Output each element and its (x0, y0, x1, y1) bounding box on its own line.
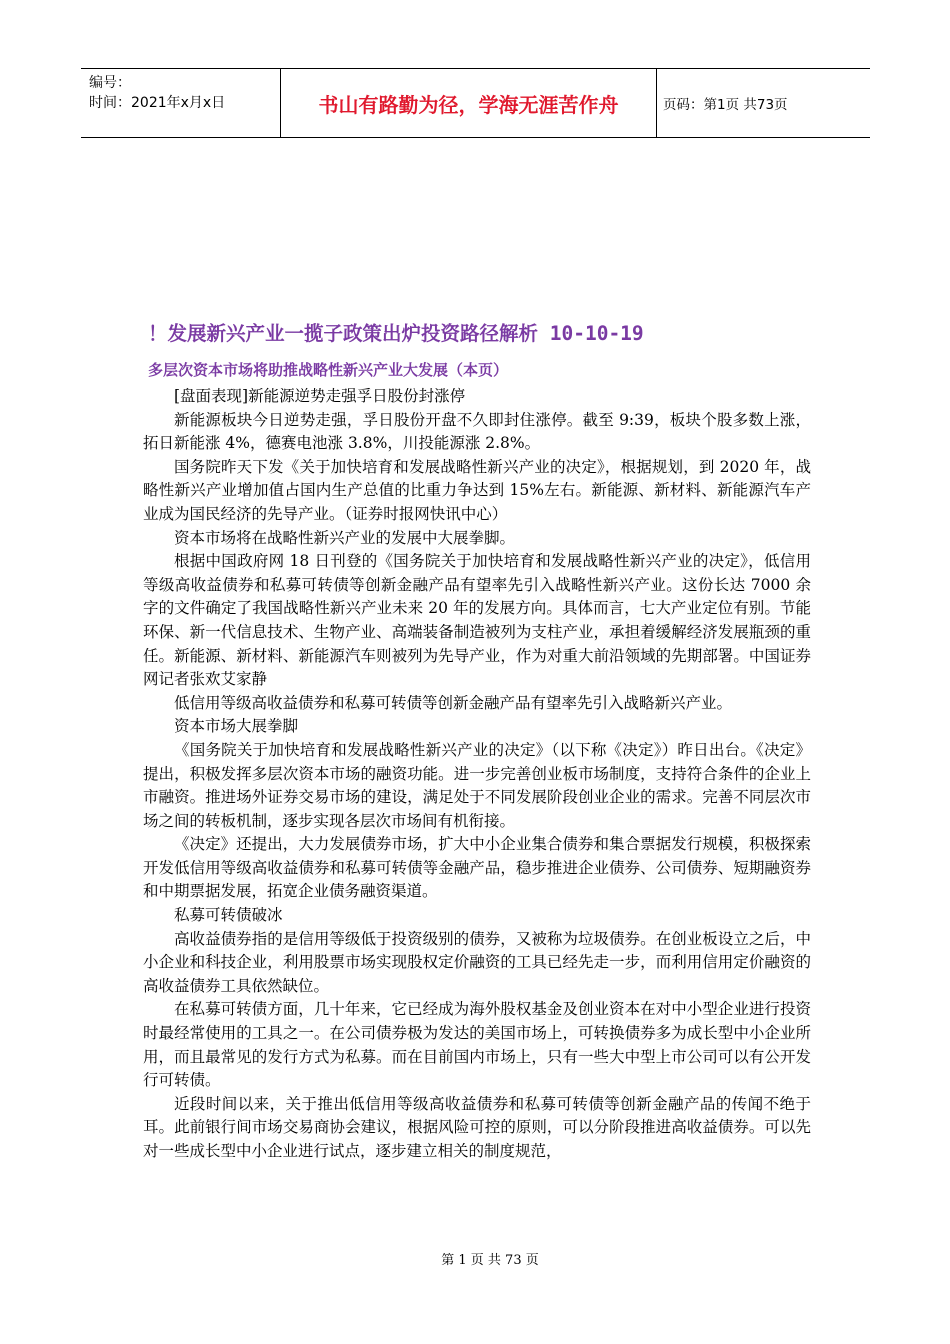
paragraph: 高收益债券指的是信用等级低于投资级别的债券，又被称为垃圾债券。在创业板设立之后，中小企业和科技企业，利用股票市场实现股权定价融资的工具已经先走一步，而利用信用定价融资的高收益债券工具依然缺位。 (143, 929, 811, 995)
paragraph: 近段时间以来，关于推出低信用等级高收益债券和私募可转债等创新金融产品的传闻不绝于耳。此前银行间市场交易商协会建议，根据风险可控的原则，可以分阶段推进高收益债券。可以先对一些成长型中小企业进行试点，逐步建立相关的制度规范， (143, 1094, 811, 1160)
paragraph: 《国务院关于加快培育和发展战略性新兴产业的决定》（以下称《决定》）昨日出台。《决定》提出，积极发挥多层次资本市场的融资功能。进一步完善创业板市场制度，支持符合条件的企业上市融资。推进场外证券交易市场的建设，满足处于不同发展阶段创业企业的需求。完善不同层次市场之间的转板机制，逐步实现各层次市场间有机衔接。 (143, 740, 811, 830)
header-motto: 书山有路勤为径，学海无涯苦作舟 (281, 69, 657, 137)
paragraph: 根据中国政府网 18 日刊登的《国务院关于加快培育和发展战略性新兴产业的决定》，低信用等级高收益债券和私募可转债等创新金融产品有望率先引入战略性新兴产业。这份长达 7000 余字的文件确定了我国战略性新兴产业未来 20 年的发展方向。具体而言，七大产业定位有别。节能环保、新一代信息技术、生物产业、高端装备制造被列为支柱产业，承担着缓解经济发展瓶颈的重任。新能源、新材料、新能源汽车则被列为先导产业，作为对重大前沿领域的先期部署。中国证券网记者张欢艾家静 (143, 552, 811, 689)
paragraph: [盘面表现]新能源逆势走强孚日股份封涨停 (174, 387, 466, 405)
article-body (143, 385, 811, 1164)
section-heading: 私募可转债破冰 (174, 906, 283, 925)
paragraph: 新能源板块今日逆势走强，孚日股份开盘不久即封住涨停。截至 9:39，板块个股多数上涨，拓日新能涨 4%，德赛电池涨 3.8%，川投能源涨 2.8%。 (143, 410, 811, 453)
section-heading: 资本市场大展拳脚 (174, 717, 299, 736)
page-header (81, 68, 870, 138)
header-number-label: 编号： (89, 75, 131, 91)
paragraph: 低信用等级高收益债券和私募可转债等创新金融产品有望率先引入战略新兴产业。 (174, 693, 733, 712)
header-time-label: 时间：2021年x月x日 (89, 95, 226, 111)
paragraph: 在私募可转债方面，几十年来，它已经成为海外股权基金及创业资本在对中小型企业进行投资时最经常使用的工具之一。在公司债券极为发达的美国市场上，可转换债券多为成长型中小企业所用，而且最常见的发行方式为私募。而在目前国内市场上，只有一些大中型上市公司可以有公开发行可转债。 (143, 1000, 811, 1090)
article-subtitle: 多层次资本市场将助推战略性新兴产业大发展（本页） (148, 361, 509, 379)
header-page-info: 页码：第1页 共73页 (663, 97, 788, 113)
paragraph: 《决定》还提出，大力发展债券市场，扩大中小企业集合债券和集合票据发行规模，积极探索开发低信用等级高收益债券和私募可转债等金融产品，稳步推进企业债券、公司债券、短期融资券和中期票据发展，拓宽企业债务融资渠道。 (143, 835, 811, 901)
header-meta (81, 69, 281, 137)
page-footer: 第 1 页 共 73 页 (441, 1253, 539, 1268)
paragraph: 国务院昨天下发《关于加快培育和发展战略性新兴产业的决定》，根据规划，到 2020 年，战略性新兴产业增加值占国内生产总值的比重力争达到 15%左右。新能源、新材料、新能源汽车产业成为国民经济的先导产业。（证券时报网快讯中心） (143, 457, 811, 523)
paragraph: 资本市场将在战略性新兴产业的发展中大展拳脚。 (174, 528, 516, 547)
article-title: ！发展新兴产业一揽子政策出炉投资路径解析 10-10-19 (148, 322, 644, 345)
